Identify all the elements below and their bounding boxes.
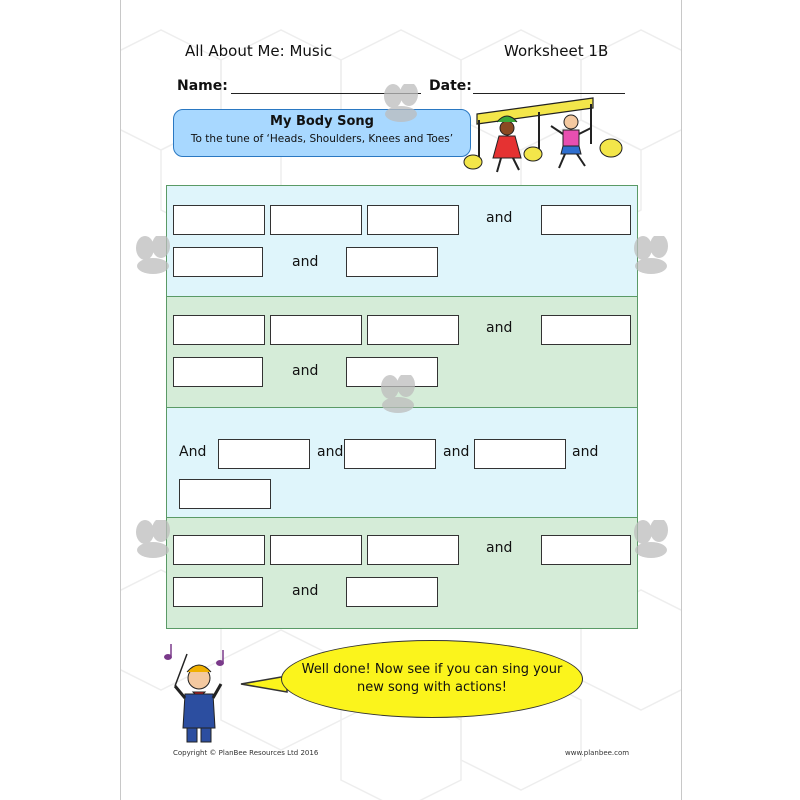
copyright-text: Copyright © PlanBee Resources Ltd 2016 [173, 749, 319, 757]
word-and: and [443, 444, 470, 460]
word-and: and [486, 320, 513, 336]
answer-box[interactable] [474, 439, 566, 469]
bee-watermark-icon [366, 375, 428, 417]
answer-box[interactable] [173, 315, 265, 345]
bee-watermark-icon [371, 84, 431, 126]
answer-box[interactable] [346, 247, 438, 277]
song-subtitle: To the tune of ‘Heads, Shoulders, Knees and Toes’ [190, 133, 454, 145]
answer-box[interactable] [270, 205, 362, 235]
music-note-icon [464, 98, 622, 169]
word-and: and [292, 254, 319, 270]
answer-box[interactable] [173, 535, 265, 565]
name-label: Name: [177, 78, 228, 94]
bee-watermark-icon [619, 520, 681, 562]
dancing-children-illustration [463, 92, 643, 184]
answer-box[interactable] [173, 205, 265, 235]
word-and: and [486, 210, 513, 226]
worksheet-title: All About Me: Music [185, 42, 333, 60]
answer-box[interactable] [218, 439, 310, 469]
word-and: and [292, 583, 319, 599]
music-note-icon [165, 644, 224, 666]
answer-box[interactable] [270, 315, 362, 345]
worksheet-page [120, 0, 682, 800]
answer-box[interactable] [367, 315, 459, 345]
answer-box[interactable] [541, 205, 631, 235]
answer-box[interactable] [173, 247, 263, 277]
speech-line-2: new song with actions! [356, 680, 508, 695]
answer-box[interactable] [344, 439, 436, 469]
answer-box[interactable] [367, 205, 459, 235]
bee-watermark-icon [121, 520, 183, 562]
answer-box[interactable] [346, 577, 438, 607]
verse-4-band [166, 517, 638, 629]
worksheet-number: Worksheet 1B [504, 42, 609, 60]
word-and: and [572, 444, 599, 460]
word-and: and [292, 363, 319, 379]
speech-line-1: Well done! Now see if you can sing your [301, 662, 563, 677]
answer-box[interactable] [541, 315, 631, 345]
bee-watermark-icon [121, 236, 183, 278]
song-title: My Body Song [270, 114, 374, 129]
website-text: www.planbee.com [565, 749, 630, 757]
word-and: and [317, 444, 344, 460]
word-and-lead: And [179, 444, 207, 460]
verse-1-band [166, 185, 638, 298]
bee-watermark-icon [619, 236, 681, 278]
speech-bubble [281, 640, 583, 718]
answer-box[interactable] [179, 479, 271, 509]
word-and: and [486, 540, 513, 556]
date-label: Date: [429, 78, 472, 94]
answer-box[interactable] [173, 357, 263, 387]
answer-box[interactable] [367, 535, 459, 565]
answer-box[interactable] [541, 535, 631, 565]
answer-box[interactable] [173, 577, 263, 607]
answer-box[interactable] [270, 535, 362, 565]
conductor-boy-illustration [161, 636, 241, 746]
